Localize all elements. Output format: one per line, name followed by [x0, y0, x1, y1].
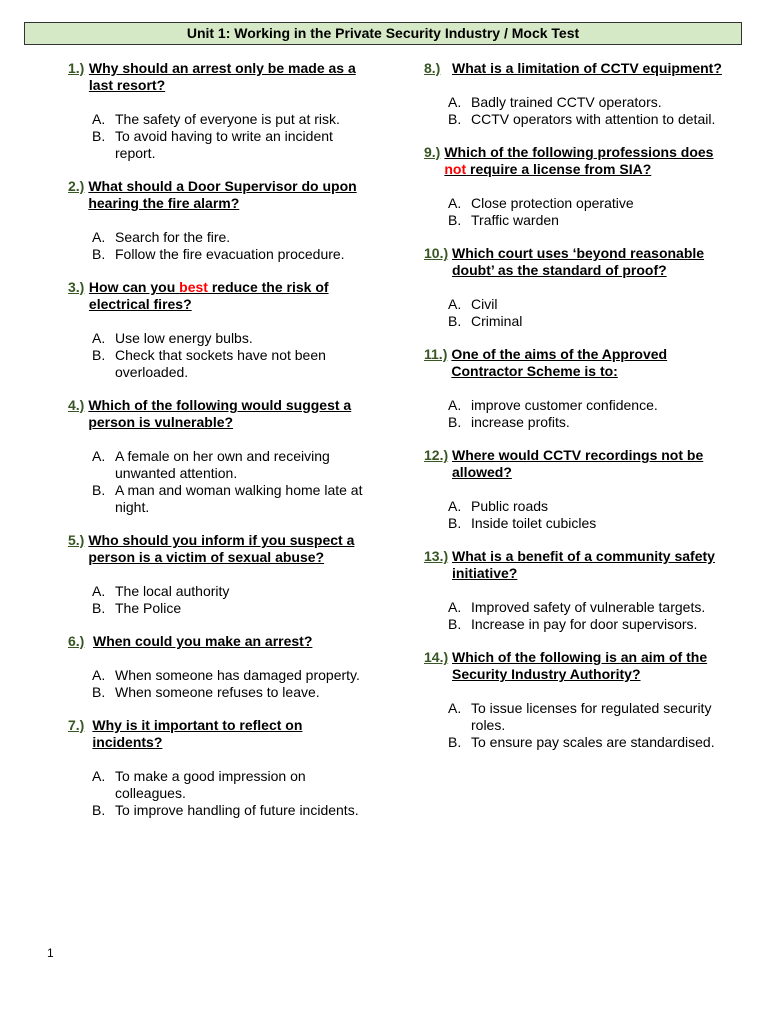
answer-option — [68, 482, 368, 516]
document-title: Unit 1: Working in the Private Security Industry / Mock Test — [24, 22, 742, 45]
question-text-part: How can you — [88, 279, 180, 295]
question-heading — [424, 144, 724, 178]
question-heading — [68, 60, 368, 94]
option-text: Improved safety of vulnerable targets. — [471, 599, 706, 615]
question-text — [440, 144, 724, 178]
question-text — [84, 532, 368, 566]
question-heading — [424, 447, 724, 481]
question-text-part: Why should an arrest only be made as a last resort? — [88, 60, 356, 93]
option-letter: B. — [448, 414, 462, 430]
question-number: 1.) — [68, 60, 85, 76]
option-text: Public roads — [471, 498, 549, 514]
option-letter: B. — [92, 684, 106, 700]
question-text — [84, 397, 368, 431]
option-letter: B. — [448, 313, 462, 329]
question-text-part: require a license from SIA? — [466, 161, 652, 177]
emphasis-word: best — [179, 279, 208, 295]
question-block — [424, 346, 724, 431]
answer-option — [424, 195, 724, 212]
answer-option — [68, 111, 368, 128]
left-question-column — [68, 60, 368, 835]
option-letter: B. — [92, 347, 106, 363]
option-letter: A. — [92, 583, 106, 599]
option-text: To ensure pay scales are standardised. — [471, 734, 715, 750]
question-text — [448, 447, 724, 481]
answer-option — [68, 802, 368, 819]
answer-option — [424, 397, 724, 414]
question-heading — [68, 532, 368, 566]
question-text-part: Why is it important to reflect on incidents? — [92, 717, 303, 750]
option-text: CCTV operators with attention to detail. — [471, 111, 716, 127]
option-text: A man and woman walking home late at night. — [115, 482, 363, 515]
option-text: Use low energy bulbs. — [115, 330, 253, 346]
answer-options — [424, 296, 724, 330]
question-block — [424, 548, 724, 633]
question-heading — [424, 245, 724, 279]
question-block — [424, 60, 724, 128]
answer-option — [68, 768, 368, 802]
option-letter: B. — [92, 802, 106, 818]
answer-option — [424, 94, 724, 111]
option-letter: A. — [92, 667, 106, 683]
option-text: When someone refuses to leave. — [115, 684, 320, 700]
option-text: The local authority — [115, 583, 230, 599]
answer-option — [424, 313, 724, 330]
question-text — [448, 548, 724, 582]
question-text-part: Which of the following would suggest a person is vulnerable? — [88, 397, 352, 430]
option-text: Inside toilet cubicles — [471, 515, 597, 531]
option-text: Search for the fire. — [115, 229, 231, 245]
question-heading — [68, 633, 368, 650]
question-text — [85, 60, 368, 94]
option-letter: B. — [448, 212, 462, 228]
option-letter: A. — [448, 700, 462, 716]
question-heading — [68, 397, 368, 431]
answer-option — [424, 212, 724, 229]
question-text — [88, 717, 368, 751]
answer-option — [424, 700, 724, 734]
option-text: The safety of everyone is put at risk. — [115, 111, 340, 127]
question-text-part: What is a limitation of CCTV equipment? — [452, 60, 722, 76]
option-text: Civil — [471, 296, 498, 312]
question-heading — [68, 717, 368, 751]
option-letter: B. — [448, 734, 462, 750]
option-text: The Police — [115, 600, 182, 616]
page-number: 1 — [47, 946, 54, 960]
question-block — [68, 397, 368, 516]
question-heading — [424, 548, 724, 582]
question-text-part: Which of the following professions does — [444, 144, 714, 160]
question-text-part: What is a benefit of a community safety initiative? — [452, 548, 715, 581]
question-number: 5.) — [68, 532, 85, 548]
option-text: To avoid having to write an incident report. — [115, 128, 333, 161]
question-block — [68, 279, 368, 381]
question-heading — [68, 279, 368, 313]
option-letter: B. — [448, 515, 462, 531]
question-heading — [424, 649, 724, 683]
question-number: 14.) — [424, 649, 449, 665]
question-number: 3.) — [68, 279, 85, 295]
answer-option — [424, 616, 724, 633]
question-block — [68, 633, 368, 701]
question-text-part: Which of the following is an aim of the Security Industry Authority? — [452, 649, 708, 682]
question-block — [68, 60, 368, 162]
question-text — [448, 649, 724, 683]
question-text-part: What should a Door Supervisor do upon hearing the fire alarm? — [88, 178, 357, 211]
question-number: 6.) — [68, 633, 85, 649]
answer-option — [68, 448, 368, 482]
question-text — [447, 346, 724, 380]
answer-option — [424, 599, 724, 616]
question-heading — [68, 178, 368, 212]
question-block — [424, 144, 724, 229]
answer-options — [424, 599, 724, 633]
answer-options — [68, 229, 368, 263]
question-text — [89, 633, 312, 650]
right-question-column — [424, 60, 724, 767]
question-number: 8.) — [424, 60, 441, 76]
answer-options — [424, 397, 724, 431]
option-text: Traffic warden — [471, 212, 559, 228]
option-text: To issue licenses for regulated security roles. — [471, 700, 712, 733]
answer-option — [68, 600, 368, 617]
answer-options — [68, 330, 368, 381]
option-letter: A. — [448, 498, 462, 514]
option-letter: A. — [92, 330, 106, 346]
option-letter: A. — [448, 599, 462, 615]
question-heading — [424, 60, 724, 77]
option-letter: A. — [448, 397, 462, 413]
answer-option — [424, 515, 724, 532]
answer-option — [424, 734, 724, 751]
answer-options — [68, 768, 368, 819]
option-text: A female on her own and receiving unwanted attention. — [115, 448, 330, 481]
option-letter: A. — [448, 195, 462, 211]
answer-option — [424, 296, 724, 313]
answer-options — [424, 94, 724, 128]
option-letter: B. — [92, 600, 106, 616]
option-text: increase profits. — [471, 414, 570, 430]
answer-options — [424, 195, 724, 229]
option-letter: A. — [448, 296, 462, 312]
question-text-part: Where would CCTV recordings not be allowed? — [452, 447, 704, 480]
answer-options — [68, 448, 368, 516]
option-letter: B. — [448, 111, 462, 127]
question-text — [448, 60, 722, 77]
answer-option — [424, 414, 724, 431]
question-text-part: When could you make an arrest? — [93, 633, 313, 649]
option-text: To make a good impression on colleagues. — [115, 768, 306, 801]
question-text-part: Which court uses ‘beyond reasonable doubt’ as the standard of proof? — [452, 245, 705, 278]
option-letter: B. — [92, 246, 106, 262]
answer-option — [68, 330, 368, 347]
question-block — [68, 178, 368, 263]
option-text: Badly trained CCTV operators. — [471, 94, 662, 110]
option-text: Follow the fire evacuation procedure. — [115, 246, 345, 262]
answer-option — [68, 583, 368, 600]
answer-options — [424, 498, 724, 532]
answer-option — [424, 111, 724, 128]
answer-option — [68, 128, 368, 162]
question-block — [424, 649, 724, 751]
question-text — [448, 245, 724, 279]
question-number: 11.) — [424, 346, 448, 362]
question-block — [424, 245, 724, 330]
question-text-part: One of the aims of the Approved Contractor Scheme is to: — [451, 346, 668, 379]
option-letter: A. — [448, 94, 462, 110]
option-text: To improve handling of future incidents. — [115, 802, 359, 818]
option-letter: B. — [448, 616, 462, 632]
question-text-part: reduce the risk of electrical fires? — [88, 279, 329, 312]
answer-option — [68, 229, 368, 246]
option-letter: A. — [92, 229, 106, 245]
question-block — [68, 532, 368, 617]
answer-option — [68, 667, 368, 684]
option-text: Criminal — [471, 313, 523, 329]
option-text: Check that sockets have not been overloaded. — [115, 347, 326, 380]
question-block — [68, 717, 368, 819]
question-text — [84, 178, 368, 212]
answer-option — [68, 246, 368, 263]
answer-options — [424, 700, 724, 751]
option-text: improve customer confidence. — [471, 397, 658, 413]
emphasis-word: not — [444, 161, 467, 177]
question-number: 13.) — [424, 548, 449, 564]
answer-options — [68, 111, 368, 162]
question-number: 10.) — [424, 245, 449, 261]
option-letter: A. — [92, 768, 106, 784]
answer-options — [68, 667, 368, 701]
question-text — [85, 279, 368, 313]
question-heading — [424, 346, 724, 380]
answer-option — [424, 498, 724, 515]
answer-options — [68, 583, 368, 617]
option-text: Increase in pay for door supervisors. — [471, 616, 698, 632]
question-number: 2.) — [68, 178, 85, 194]
answer-option — [68, 684, 368, 701]
option-letter: B. — [92, 482, 106, 498]
option-letter: A. — [92, 448, 106, 464]
option-text: When someone has damaged property. — [115, 667, 360, 683]
question-number: 12.) — [424, 447, 449, 463]
question-number: 7.) — [68, 717, 85, 733]
question-number: 9.) — [424, 144, 441, 160]
option-letter: A. — [92, 111, 106, 127]
option-letter: B. — [92, 128, 106, 144]
answer-option — [68, 347, 368, 381]
question-number: 4.) — [68, 397, 85, 413]
option-text: Close protection operative — [471, 195, 634, 211]
question-block — [424, 447, 724, 532]
question-text-part: Who should you inform if you suspect a person is a victim of sexual abuse? — [88, 532, 355, 565]
